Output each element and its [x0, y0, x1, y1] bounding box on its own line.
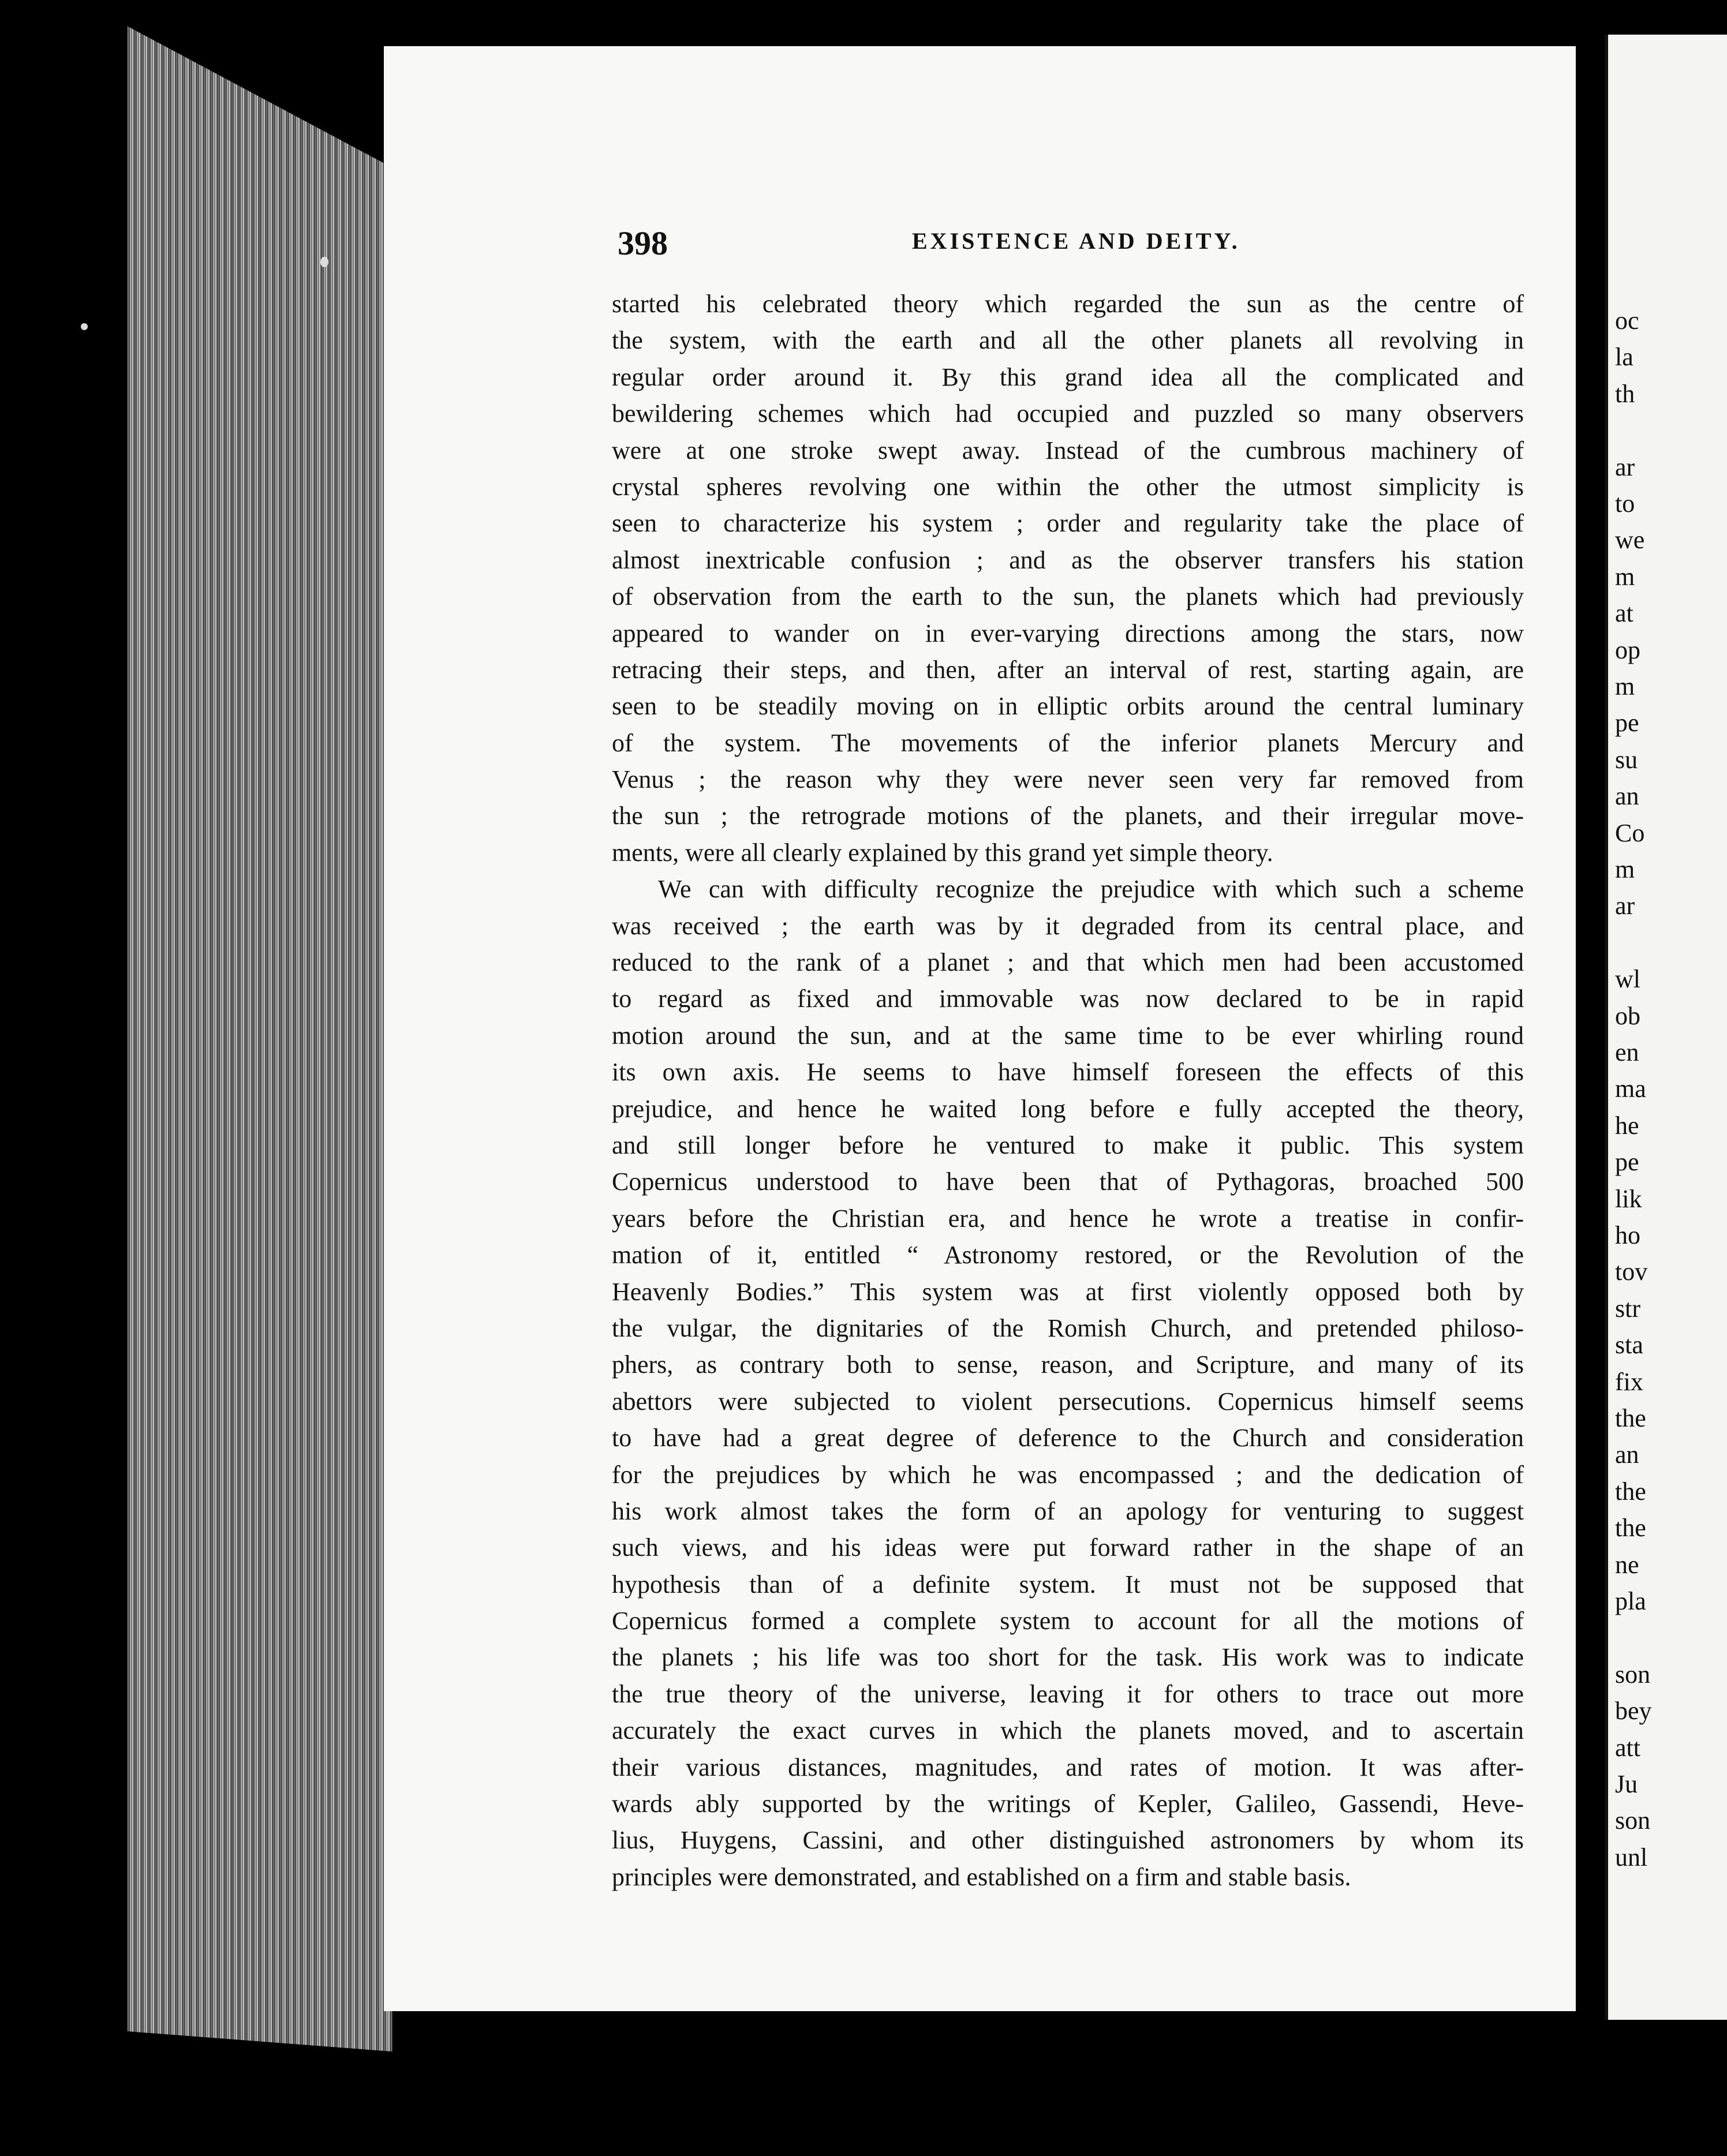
facing-page-fragment: the	[1615, 1404, 1646, 1432]
facing-page-fragment: ho	[1615, 1221, 1640, 1249]
text-line: reduced to the rank of a planet ; and that which men had been accustomed	[612, 948, 1524, 977]
facing-page-fragment: op	[1615, 635, 1640, 664]
facing-page-fragment: fix	[1615, 1367, 1643, 1396]
text-line: Venus ; the reason why they were never seen very far removed from	[612, 765, 1524, 794]
text-line: crystal spheres revolving one within the other the utmost simplicity is	[612, 472, 1524, 501]
facing-page-fragment: att	[1615, 1733, 1640, 1762]
text-line: lius, Huygens, Cassini, and other distinguished astronomers by whom its	[612, 1826, 1524, 1855]
running-title: EXISTENCE AND DEITY.	[912, 228, 1240, 254]
text-line: accurately the exact curves in which the planets moved, and to ascertain	[612, 1716, 1524, 1745]
text-line: to regard as fixed and immovable was now declared to be in rapid	[612, 985, 1524, 1013]
facing-page-fragment: oc	[1615, 306, 1639, 335]
facing-page-fragment: wl	[1615, 965, 1640, 994]
text-line: We can with difficulty recognize the prejudice with which such a scheme	[658, 875, 1524, 904]
text-line: years before the Christian era, and hence he wrote a treatise in confir-	[612, 1204, 1524, 1233]
facing-page-fragment: th	[1615, 379, 1635, 408]
facing-page-fragment: su	[1615, 745, 1638, 774]
text-line: bewildering schemes which had occupied and puzzled so many observers	[612, 399, 1524, 428]
page-number: 398	[618, 224, 668, 262]
text-line: seen to be steadily moving on in elliptic orbits around the central luminary	[612, 692, 1524, 721]
text-line: Heavenly Bodies.” This system was at first violently opposed both by	[612, 1277, 1524, 1306]
paragraph-1	[612, 286, 1524, 871]
facing-page-fragment: m	[1615, 855, 1635, 884]
facing-page-fragment: son	[1615, 1660, 1651, 1689]
facing-page-fragment: m	[1615, 672, 1635, 701]
facing-page-fragment: pla	[1615, 1587, 1646, 1615]
text-line: appeared to wander on in ever-varying directions among the stars, now	[612, 619, 1524, 647]
facing-page-fragment: an	[1615, 1440, 1639, 1469]
text-line: abettors were subjected to violent persecutions. Copernicus himself seems	[612, 1387, 1524, 1416]
text-line: to have had a great degree of deference to the Church and consideration	[612, 1424, 1524, 1453]
text-line: the system, with the earth and all the other planets all revolving in	[612, 326, 1524, 355]
text-line: were at one stroke swept away. Instead of the cumbrous machinery of	[612, 436, 1524, 465]
facing-page-fragment: ma	[1615, 1075, 1646, 1103]
facing-page-fragment: an	[1615, 782, 1639, 811]
running-head	[618, 224, 1553, 270]
facing-page-fragment: ar	[1615, 892, 1635, 920]
text-line: seen to characterize his system ; order and regularity take the place of	[612, 509, 1524, 538]
facing-page-fragment: unl	[1615, 1843, 1648, 1871]
text-line: ments, were all clearly explained by this grand yet simple theory.	[612, 838, 1273, 867]
facing-page-fragment: the	[1615, 1514, 1646, 1543]
facing-page-fragment: en	[1615, 1038, 1639, 1066]
text-line: regular order around it. By this grand idea all the complicated and	[612, 362, 1524, 391]
facing-page-fragment: ar	[1615, 452, 1635, 481]
text-line: wards ably supported by the writings of Kepler, Galileo, Gassendi, Heve-	[612, 1790, 1524, 1818]
text-line: such views, and his ideas were put forward rather in the shape of an	[612, 1533, 1524, 1562]
facing-page-fragment: bey	[1615, 1697, 1652, 1725]
text-line: the planets ; his life was too short for the task. His work was to indicate	[612, 1643, 1524, 1672]
text-line: retracing their steps, and then, after an interval of rest, starting again, are	[612, 655, 1524, 684]
paragraph-2	[612, 871, 1524, 1895]
facing-page-fragment: pe	[1615, 709, 1639, 738]
facing-page-fragment: ob	[1615, 1001, 1640, 1030]
facing-page-fragment: we	[1615, 526, 1645, 555]
facing-page-fragment: lik	[1615, 1184, 1642, 1213]
facing-page-fragment: son	[1615, 1806, 1651, 1835]
text-line: principles were demonstrated, and established on a firm and stable basis.	[612, 1862, 1351, 1891]
text-line: motion around the sun, and at the same time to be ever whirling round	[612, 1021, 1524, 1050]
text-line: Copernicus formed a complete system to account for all the motions of	[612, 1607, 1524, 1635]
body-text	[612, 286, 1524, 1895]
text-line: mation of it, entitled “ Astronomy restored, or the Revolution of the	[612, 1241, 1524, 1270]
facing-page-fragment: to	[1615, 489, 1635, 518]
text-line: started his celebrated theory which regarded the sun as the centre of	[612, 290, 1524, 318]
facing-page-fragment: sta	[1615, 1331, 1643, 1360]
facing-page-fragment: m	[1615, 562, 1635, 591]
text-line: phers, as contrary both to sense, reason, and Scripture, and many of its	[612, 1350, 1524, 1379]
text-line: Copernicus understood to have been that of Pythagoras, broached 500	[612, 1167, 1524, 1196]
facing-page-fragment: la	[1615, 343, 1633, 372]
text-line: the vulgar, the dignitaries of the Romish Church, and pretended philoso-	[612, 1313, 1524, 1342]
facing-page-fragment: he	[1615, 1111, 1639, 1140]
text-line: prejudice, and hence he waited long before e fully accepted the theory,	[612, 1094, 1524, 1123]
facing-page	[1605, 35, 1727, 2020]
facing-page-fragment: the	[1615, 1477, 1646, 1506]
text-line: the sun ; the retrograde motions of the planets, and their irregular move-	[612, 802, 1524, 830]
facing-page-fragment: pe	[1615, 1148, 1639, 1177]
text-line: was received ; the earth was by it degraded from its central place, and	[612, 911, 1524, 940]
scan-speck	[81, 323, 88, 330]
scan-speck	[320, 257, 328, 267]
text-line: of the system. The movements of the inferior planets Mercury and	[612, 728, 1524, 757]
text-line: and still longer before he ventured to make it public. This system	[612, 1131, 1524, 1159]
text-line: almost inextricable confusion ; and as the observer transfers his station	[612, 545, 1524, 574]
page-edges	[127, 26, 392, 2052]
facing-page-fragment: ne	[1615, 1550, 1639, 1579]
text-line: the true theory of the universe, leaving it for others to trace out more	[612, 1679, 1524, 1708]
text-line: hypothesis than of a definite system. It must not be supposed that	[612, 1570, 1524, 1599]
text-line: its own axis. He seems to have himself foreseen the effects of this	[612, 1058, 1524, 1087]
text-line: his work almost takes the form of an apology for venturing to suggest	[612, 1496, 1524, 1525]
text-line: their various distances, magnitudes, and rates of motion. It was after-	[612, 1753, 1524, 1781]
facing-page-fragment: at	[1615, 599, 1633, 628]
text-line: for the prejudices by which he was encompassed ; and the dedication of	[612, 1460, 1524, 1489]
facing-page-fragment: str	[1615, 1294, 1640, 1323]
text-line: of observation from the earth to the sun, the planets which had previously	[612, 582, 1524, 611]
facing-page-fragment: tov	[1615, 1257, 1648, 1286]
facing-page-fragment: Co	[1615, 818, 1645, 847]
facing-page-fragment: Ju	[1615, 1770, 1638, 1798]
